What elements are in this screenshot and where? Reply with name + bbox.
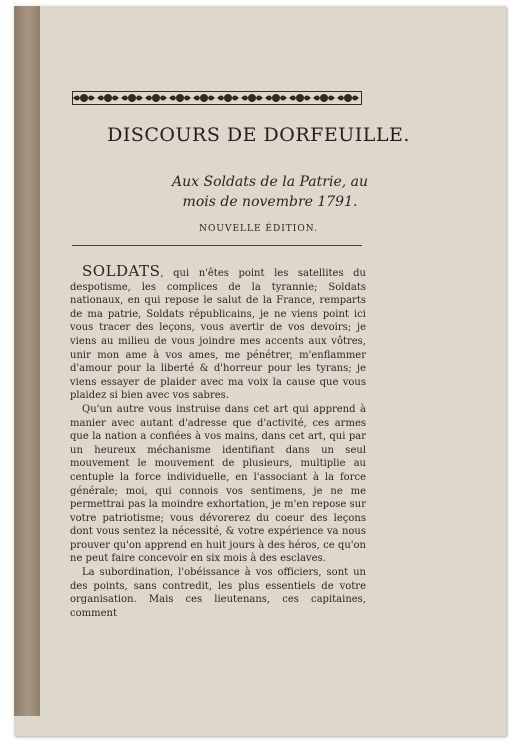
paragraph-3 — [70, 566, 366, 620]
fleuron-mark — [193, 94, 215, 102]
document-title: DISCOURS DE DORFEUILLE. — [107, 124, 410, 146]
ornament-band — [72, 90, 362, 106]
fleuron-mark — [337, 94, 359, 102]
fleuron-mark — [241, 94, 263, 102]
binding-spine — [14, 6, 40, 716]
document-subtitle: Aux Soldats de la Patrie, au mois de novembre 1791. — [172, 174, 368, 210]
paragraph-1 — [70, 262, 366, 403]
edition-label: NOUVELLE ÉDITION. — [199, 224, 318, 234]
paragraph-text: Qu'un autre vous instruise dans cet art qui apprend à manier avec autant d'adresse que d'activité, ces armes que la nation a confiées à vos mains, dans cet art, qui par un heureux méchanisme identifiant dans un seul mouvement le mouvement de plusieurs, multiplie au centuple la force individuelle, en l'associant à la force générale; moi, qui connois vos sentimens, je ne me permettrai pas la moindre exhortation, je m'en repose sur votre patriotisme; vous dévorerez du coeur des leçons dont vous sentez la nécessité, & votre expérience va nous prouver qu'on apprend en huit jours à des héros, ce qu'on ne peut faire concevoir en six mois à des esclaves. — [70, 403, 366, 565]
fleuron-mark — [121, 94, 143, 102]
fleuron-mark — [73, 94, 95, 102]
dropcap-word: SOLDATS — [82, 262, 161, 280]
fleuron-mark — [169, 94, 191, 102]
fleuron-mark — [265, 94, 287, 102]
paragraph-2 — [70, 403, 366, 566]
body-text — [70, 262, 366, 620]
catchword: comment — [70, 607, 117, 619]
paragraph-text: La subordination, l'obéissance à vos officiers, sont un des points, sans contredit, les plus essentiels de votre organisation. Mais ces lieutenans, ces capitaines, — [70, 567, 366, 606]
fleuron-mark — [313, 94, 335, 102]
fleuron-mark — [217, 94, 239, 102]
fleuron-mark — [145, 94, 167, 102]
fleuron-mark — [97, 94, 119, 102]
paragraph-text: , qui n'êtes point les satellites du despotisme, les complices de la tyrannie; Soldats nationaux, en qui repose le salut de la France, remparts de ma patrie, Soldats républicains, je ne viens point ici vous tracer des leçons, vous avertir de vos devoirs; je viens au milieu de vous joindre mes accents aux vôtres, unir mon ame à vos ames, me pénétrer, m'enflammer d'amour pour la liberté & d'horreur pour les tyrans; je viens essayer de plaider avec ma voix la cause que vous plaidez si bien avec vos sabres. — [70, 268, 366, 402]
fleuron-mark — [289, 94, 311, 102]
divider-rule — [72, 245, 362, 246]
